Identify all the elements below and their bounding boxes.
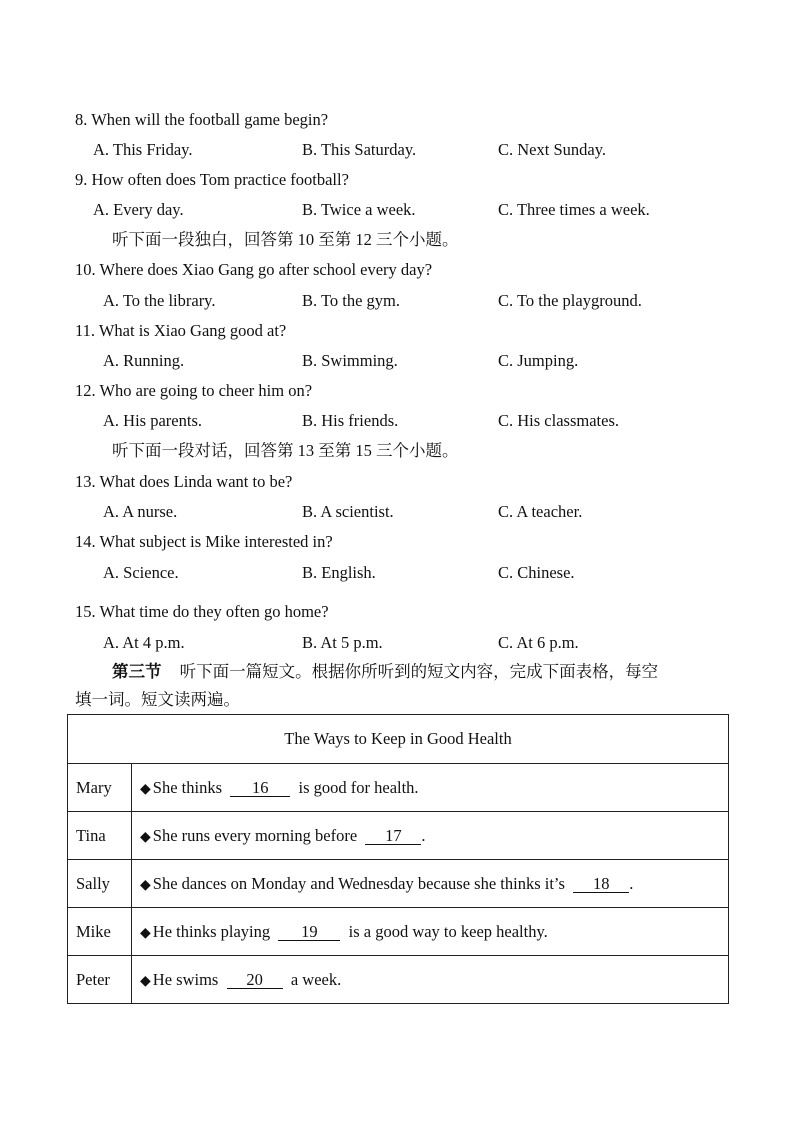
blank-19: 19 xyxy=(278,924,340,941)
q9-option-c: C. Three times a week. xyxy=(498,200,650,219)
question-8: 8. When will the football game begin? xyxy=(75,110,329,129)
table-title-row xyxy=(68,715,729,764)
question-13: 13. What does Linda want to be? xyxy=(75,472,293,491)
blank-20: 20 xyxy=(227,972,283,989)
row-name: Mike xyxy=(68,908,132,956)
q12-option-a: A. His parents. xyxy=(103,411,202,430)
row-text-pre: He thinks playing xyxy=(152,921,271,941)
monologue-instruction: 听下面一段独白，回答第 10 至第 12 三个小题。 xyxy=(112,230,459,249)
q10-option-c: C. To the playground. xyxy=(498,291,642,310)
q9-option-b: B. Twice a week. xyxy=(302,200,416,219)
health-table xyxy=(67,714,729,1004)
row-text-post: . xyxy=(629,873,634,893)
question-9: 9. How often does Tom practice football? xyxy=(75,170,349,189)
q12-option-b: B. His friends. xyxy=(302,411,399,430)
blank-18: 18 xyxy=(573,876,629,893)
table-row xyxy=(68,860,729,908)
row-text-post: is a good way to keep healthy. xyxy=(348,921,548,941)
q12-option-c: C. His classmates. xyxy=(498,411,619,430)
q14-option-a: A. Science. xyxy=(103,563,179,582)
diamond-icon: ◆ xyxy=(140,924,151,941)
q13-option-b: B. A scientist. xyxy=(302,502,394,521)
question-11: 11. What is Xiao Gang good at? xyxy=(75,321,287,340)
question-10: 10. Where does Xiao Gang go after school every day? xyxy=(75,260,433,279)
diamond-icon: ◆ xyxy=(140,780,151,797)
row-text-pre: She runs every morning before xyxy=(152,825,358,845)
q11-option-a: A. Running. xyxy=(103,351,185,370)
row-content xyxy=(132,812,729,860)
q15-option-b: B. At 5 p.m. xyxy=(302,633,383,652)
row-content xyxy=(132,908,729,956)
table-title: The Ways to Keep in Good Health xyxy=(68,715,729,764)
row-text-pre: She thinks xyxy=(152,777,222,797)
table-row xyxy=(68,956,729,1004)
q10-option-b: B. To the gym. xyxy=(302,291,401,310)
row-name: Sally xyxy=(68,860,132,908)
table-row xyxy=(68,908,729,956)
row-text-pre: She dances on Monday and Wednesday because she thinks it’s xyxy=(152,873,565,893)
row-text-post: a week. xyxy=(290,969,342,989)
row-name: Mary xyxy=(68,764,132,812)
blank-17: 17 xyxy=(365,828,421,845)
table-row xyxy=(68,812,729,860)
q15-option-c: C. At 6 p.m. xyxy=(498,633,579,652)
q8-option-c: C. Next Sunday. xyxy=(498,140,607,159)
section3-label: 第三节 xyxy=(112,662,162,681)
question-14: 14. What subject is Mike interested in? xyxy=(75,532,333,551)
table-row xyxy=(68,764,729,812)
q11-option-c: C. Jumping. xyxy=(498,351,579,370)
row-text-post: . xyxy=(421,825,426,845)
blank-16: 16 xyxy=(230,780,290,797)
row-content xyxy=(132,860,729,908)
q13-option-a: A. A nurse. xyxy=(103,502,178,521)
question-15: 15. What time do they often go home? xyxy=(75,602,329,621)
q15-option-a: A. At 4 p.m. xyxy=(103,633,185,652)
diamond-icon: ◆ xyxy=(140,972,151,989)
q8-option-a: A. This Friday. xyxy=(93,140,193,159)
diamond-icon: ◆ xyxy=(140,828,151,845)
q8-option-b: B. This Saturday. xyxy=(302,140,417,159)
section3-text: 听下面一篇短文。根据你所听到的短文内容，完成下面表格，每空 xyxy=(179,662,659,681)
row-text-pre: He swims xyxy=(152,969,219,989)
q14-option-b: B. English. xyxy=(302,563,376,582)
q13-option-c: C. A teacher. xyxy=(498,502,583,521)
dialogue-instruction: 听下面一段对话，回答第 13 至第 15 三个小题。 xyxy=(112,441,459,460)
question-12: 12. Who are going to cheer him on? xyxy=(75,381,313,400)
section3-instruction xyxy=(112,662,658,682)
q10-option-a: A. To the library. xyxy=(103,291,216,310)
q14-option-c: C. Chinese. xyxy=(498,563,575,582)
q11-option-b: B. Swimming. xyxy=(302,351,398,370)
row-content xyxy=(132,956,729,1004)
row-text-post: is good for health. xyxy=(298,777,419,797)
row-content xyxy=(132,764,729,812)
row-name: Tina xyxy=(68,812,132,860)
diamond-icon: ◆ xyxy=(140,876,151,893)
q9-option-a: A. Every day. xyxy=(93,200,184,219)
row-name: Peter xyxy=(68,956,132,1004)
section3-text-cont: 填一词。短文读两遍。 xyxy=(75,690,240,709)
